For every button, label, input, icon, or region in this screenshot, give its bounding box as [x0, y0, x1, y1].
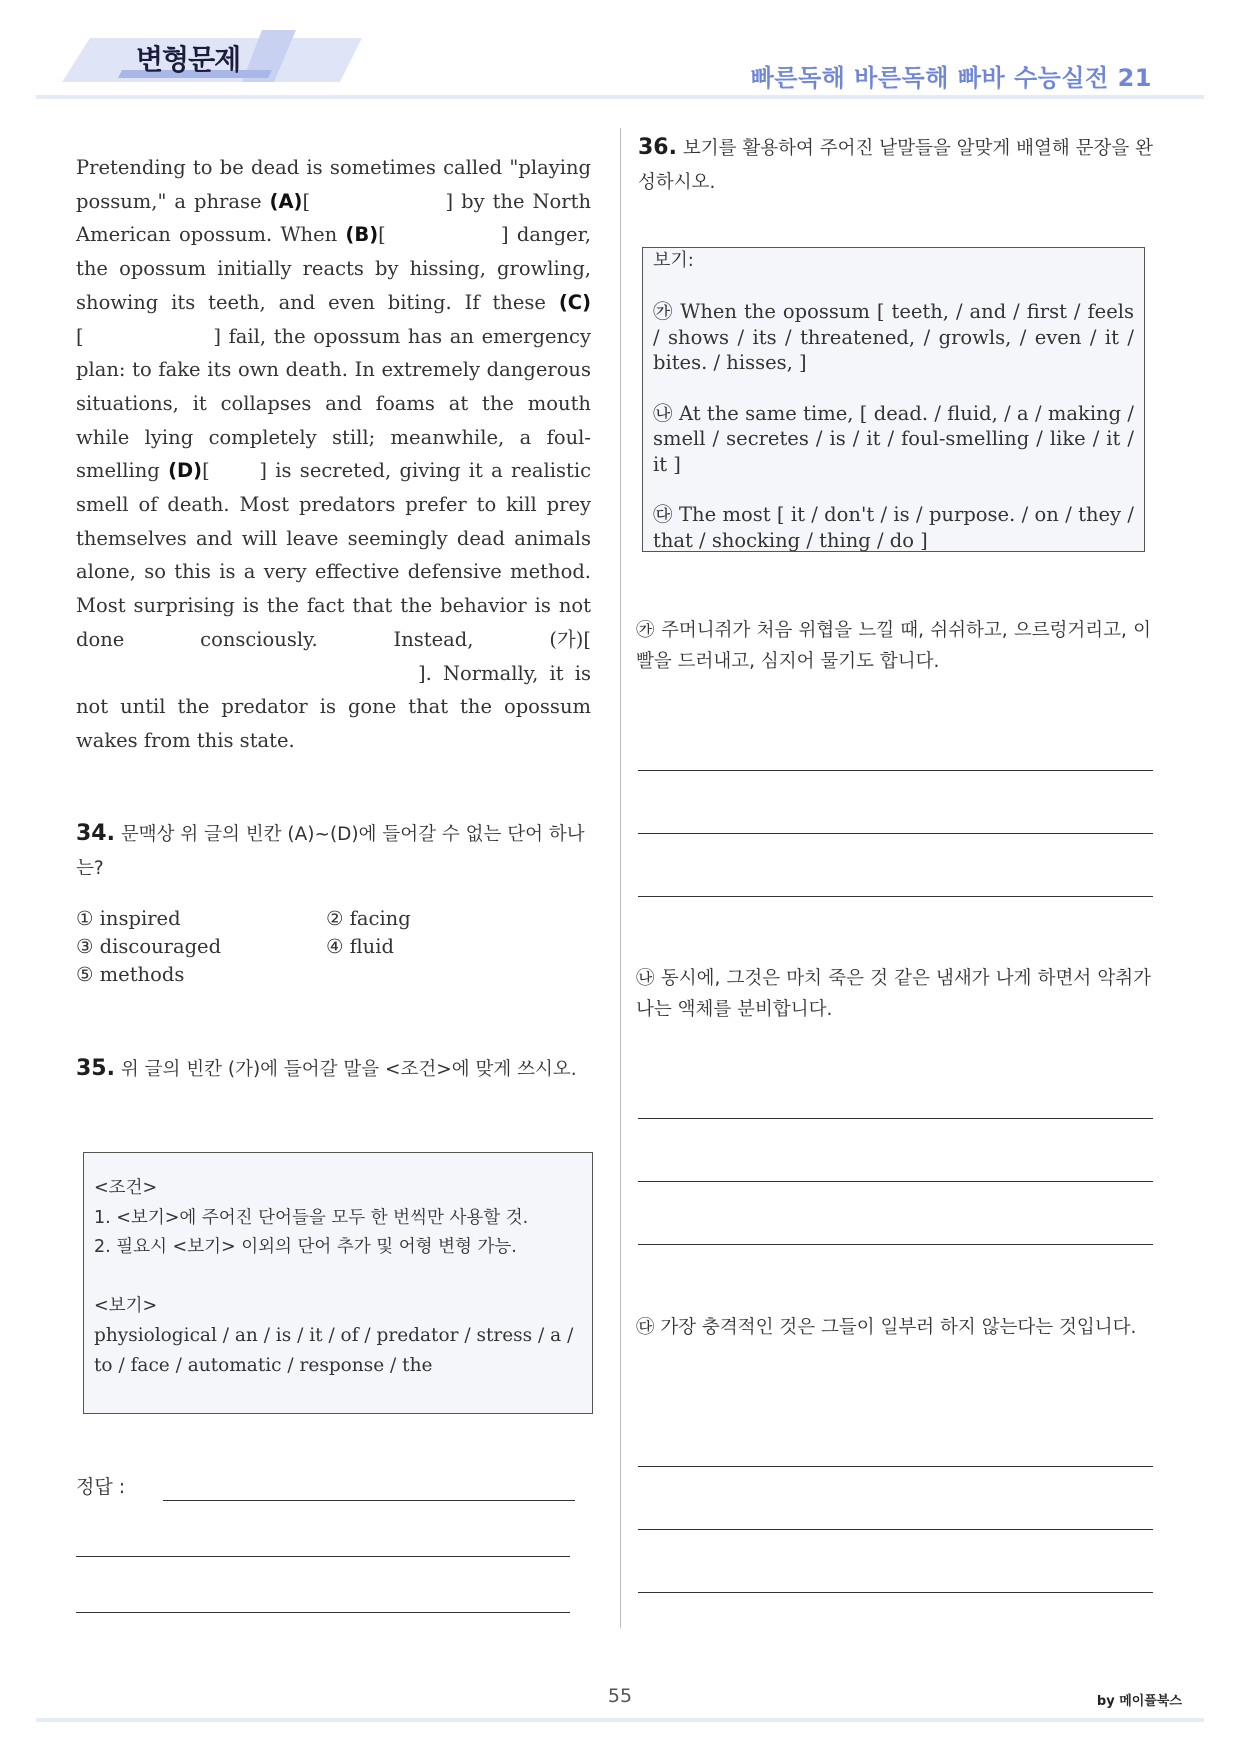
word-bank-words: physiological / an / is / it / of / predator / stress / a / to / face / automatic / response / the [94, 1325, 574, 1376]
word-bank-label: 보기: [653, 250, 694, 271]
word-arrangement-box [642, 247, 1145, 552]
answer-line[interactable] [638, 1181, 1153, 1182]
translation-da: ㉰ 가장 충격적인 것은 그들이 일부러 하지 않는다는 것입니다. [636, 1317, 1137, 1338]
option-1[interactable]: ① inspired [76, 907, 181, 930]
answer-line[interactable] [638, 770, 1153, 771]
option-4[interactable]: ④ fluid [326, 935, 394, 958]
answer-line[interactable] [638, 1244, 1153, 1245]
question-number: 34. [76, 821, 115, 846]
answer-line[interactable] [638, 896, 1153, 897]
section-title: 변형문제 [136, 43, 241, 76]
option-3[interactable]: ③ discouraged [76, 935, 222, 958]
word-bank-title: <보기> [94, 1295, 158, 1316]
arrange-item-na: ㉯ At the same time, [ dead. / fluid, / a / making / smell / secretes / is / it / foul-smelling / like / it / it ] [653, 401, 1134, 476]
option-5[interactable]: ⑤ methods [76, 963, 185, 986]
answer-line[interactable] [638, 833, 1153, 834]
page-number: 55 [607, 1685, 633, 1707]
question-34 [76, 817, 596, 886]
header-rule [36, 95, 1204, 99]
question-number: 35. [76, 1056, 115, 1081]
translation-ga: ㉮ 주머니쥐가 처음 위협을 느낄 때, 쉬쉬하고, 으르렁거리고, 이빨을 드러내고, 심지어 물기도 합니다. [636, 620, 1151, 672]
condition-box [83, 1152, 593, 1414]
publisher-brand: by 메이플북스 [1096, 1694, 1182, 1709]
answer-line[interactable] [638, 1529, 1153, 1530]
column-divider [620, 128, 621, 1628]
answer-line[interactable] [76, 1556, 570, 1557]
footer-rule [36, 1718, 1204, 1722]
question-text: 문맥상 위 글의 빈칸 (A)~(D)에 들어갈 수 없는 단어 하나는? [76, 824, 585, 879]
condition-2: 2. 필요시 <보기> 이외의 단어 추가 및 어형 변형 가능. [94, 1237, 517, 1257]
question-text: 보기를 활용하여 주어진 낱말들을 알맞게 배열해 문장을 완성하시오. [638, 138, 1153, 193]
question-35 [76, 1052, 596, 1087]
question-number: 36. [638, 135, 677, 160]
answer-label: 정답 : [76, 1476, 126, 1498]
condition-title: <조건> [94, 1178, 158, 1198]
condition-1: 1. <보기>에 주어진 단어들을 모두 한 번씩만 사용할 것. [94, 1207, 529, 1228]
question-36 [638, 131, 1153, 200]
answer-line[interactable] [638, 1118, 1153, 1119]
answer-line[interactable] [76, 1612, 570, 1613]
option-2[interactable]: ② facing [326, 907, 411, 930]
answer-line[interactable] [638, 1466, 1153, 1467]
translation-na: ㉯ 동시에, 그것은 마치 죽은 것 같은 냄새가 나게 하면서 악취가 나는 액체를 분비합니다. [636, 968, 1151, 1020]
arrange-item-ga: ㉮ When the opossum [ teeth, / and / first / feels / shows / its / threatened, / growls, / even / it / bites. / hisses, ] [653, 300, 1134, 374]
question-text: 위 글의 빈칸 (가)에 들어갈 말을 <조건>에 맞게 쓰시오. [114, 1059, 577, 1080]
reading-passage: Pretending to be dead is sometimes called "playing possum," a phrase (A)[ ] by the North American opossum. When (B)[ ] danger, the opossum initially reacts by hissing, growling, showing its teeth, and even biting. If these (C)[ ] fail, the opossum has an emergency plan: to fake its own death. In extremely dangerous situations, it collapses and foams at the mouth while lying completely still; meanwhile, a foul-smelling (D)[ ] is secreted, giving it a realistic smell of death. Most predators prefer to kill prey themselves and will leave seemingly dead animals alone, so this is a very effective defensive method. Most surprising is the fact that the behavior is not done consciously. Instead, (가)[]. Normally, it is not until the predator is gone that the opossum wakes from this state. [76, 156, 591, 752]
answer-line[interactable] [638, 1592, 1153, 1593]
answer-line[interactable] [163, 1500, 575, 1501]
series-title: 빠른독해 바른독해 빠바 수능실전 21 [750, 64, 1152, 92]
arrange-item-da: ㉰ The most [ it / don't / is / purpose. / on / they / that / shocking / thing / do ] [653, 503, 1134, 552]
